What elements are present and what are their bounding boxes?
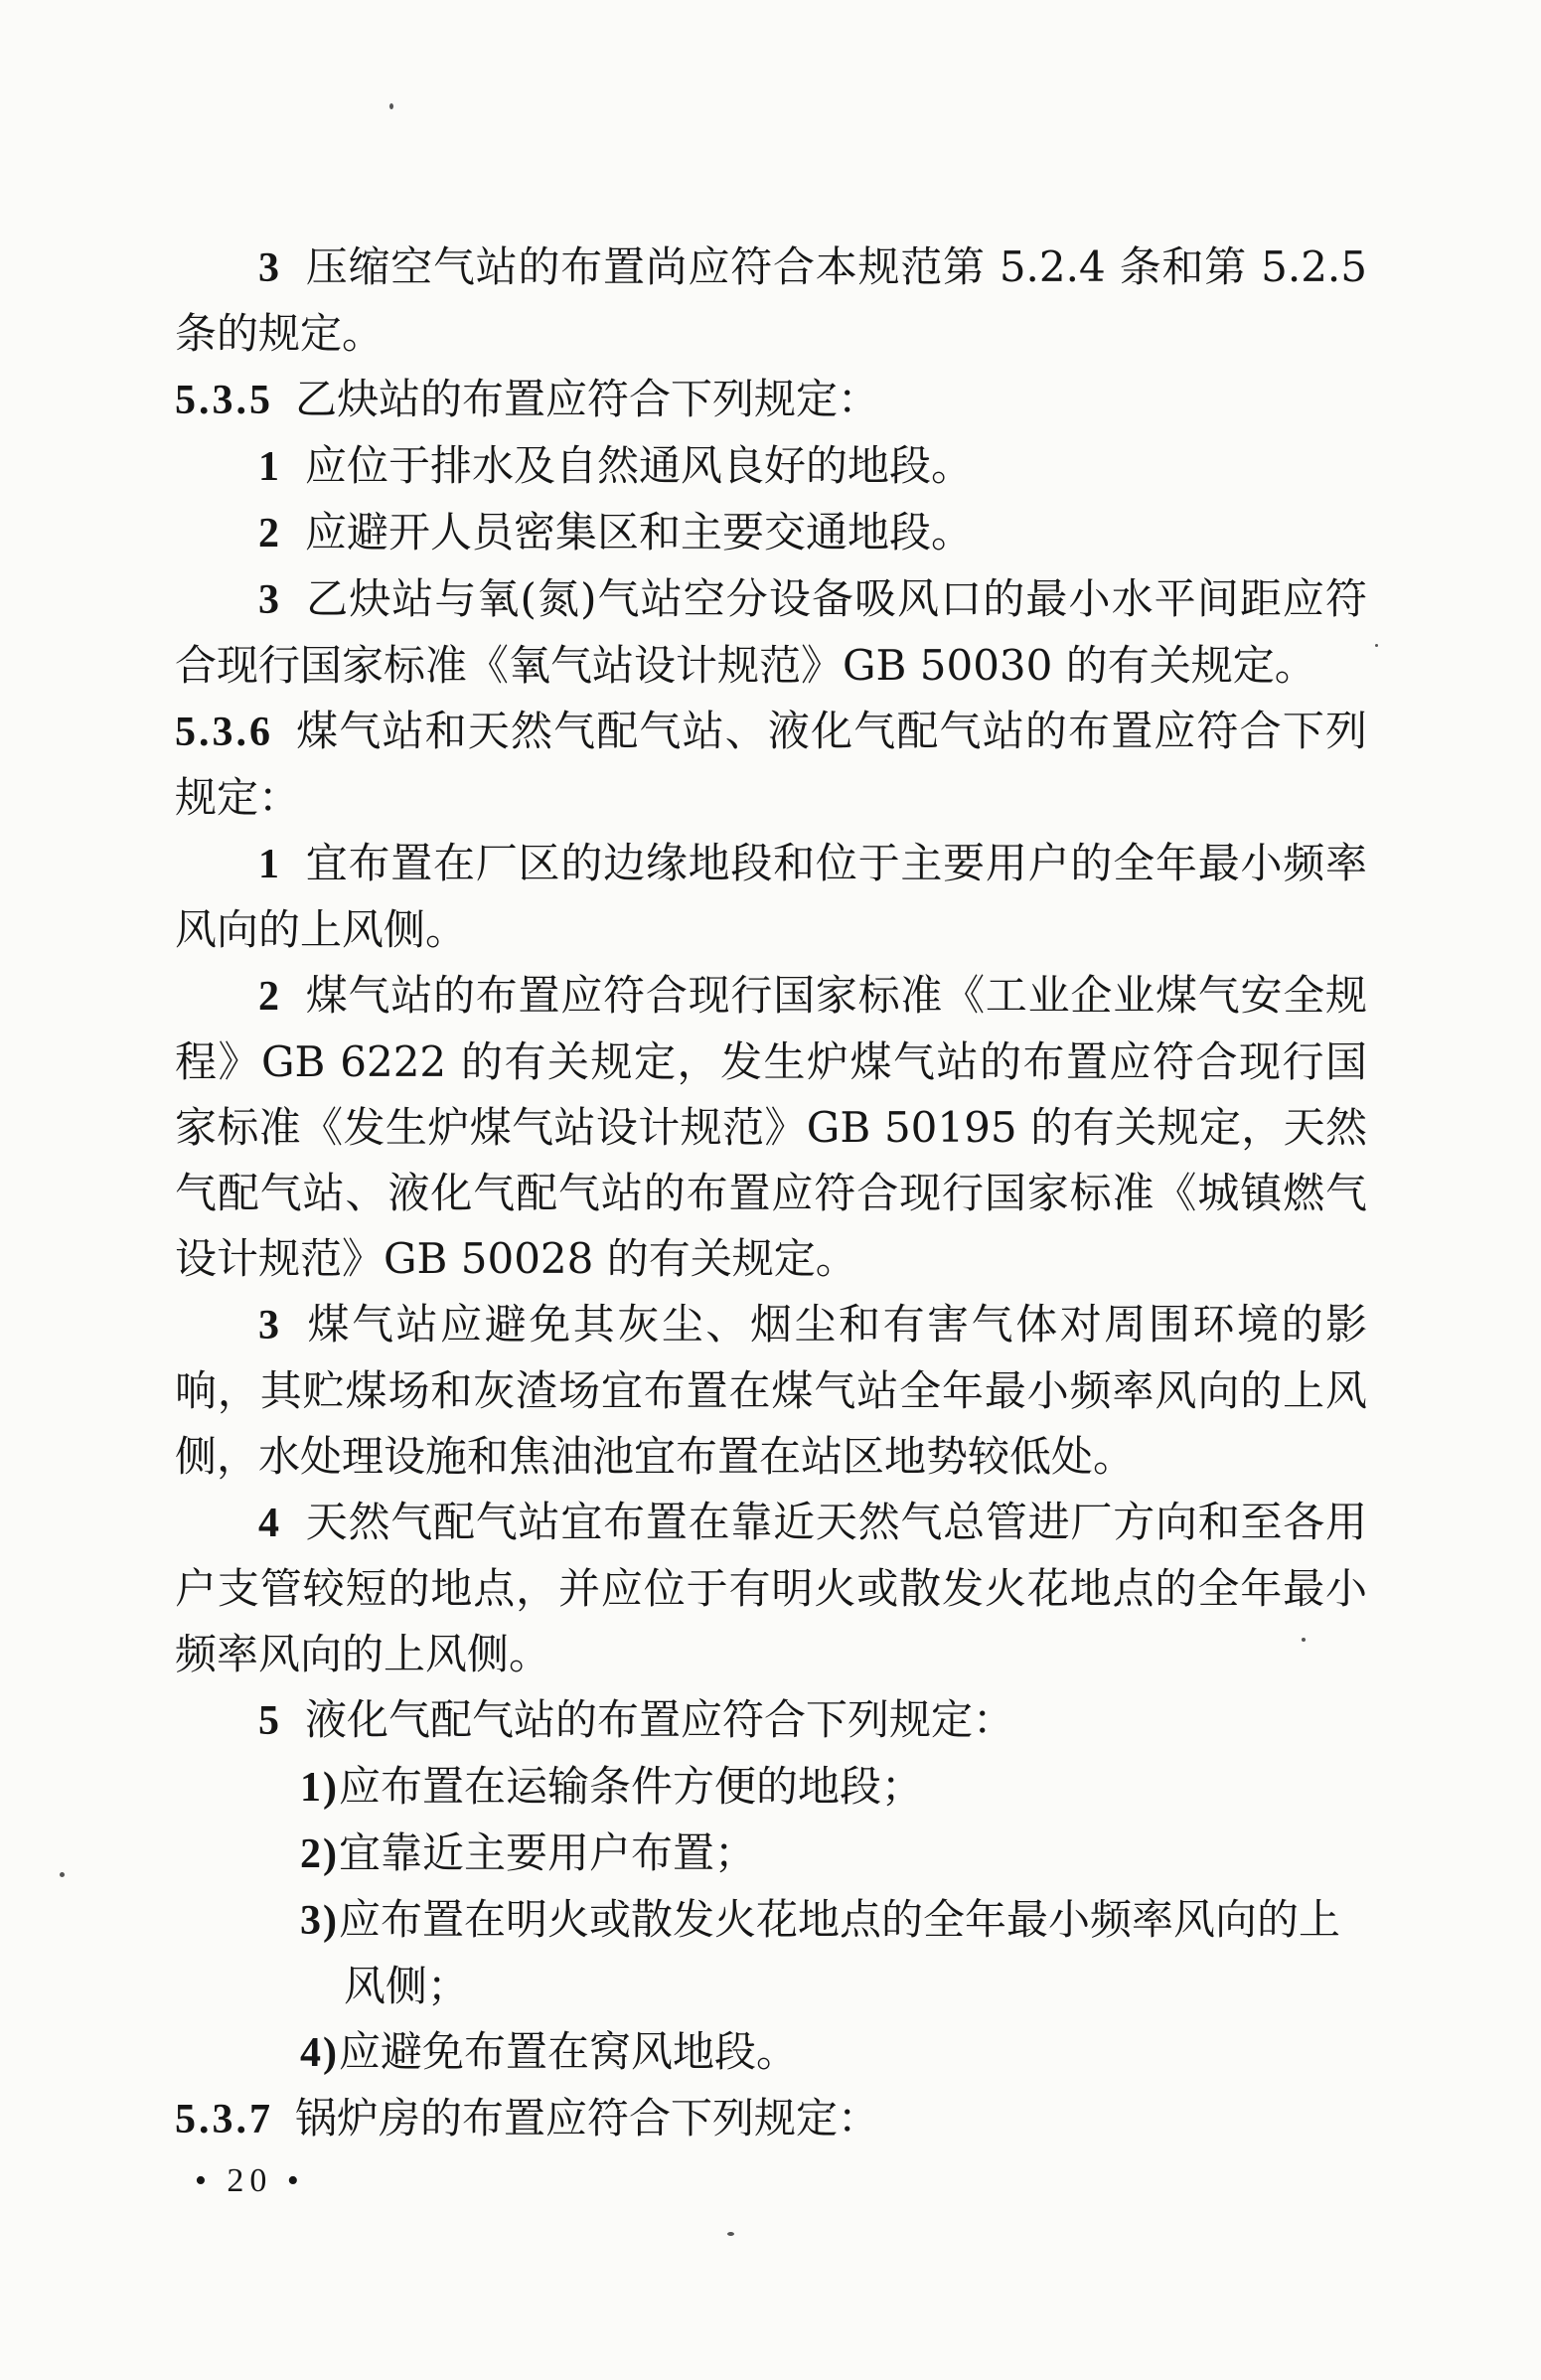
item-number: 1	[258, 842, 281, 887]
scan-speck	[60, 1872, 65, 1877]
sub-item-number: 4)	[300, 2030, 339, 2076]
paragraph-item-3-compressed-air	[175, 235, 1367, 367]
paragraph-text: 煤气站的布置应符合现行国家标准《工业企业煤气安全规程》GB 6222 的有关规定，发生炉煤气站的布置应符合现行国家标准《发生炉煤气站设计规范》GB 50195 的有关规定，天然气配气站、液化气配气站的布置应符合现行国家标准《城镇燃气设计规范》GB 50028 的有关规定。	[175, 971, 1367, 1283]
paragraph-item-4-natural-gas	[175, 1490, 1367, 1687]
item-number: 2	[258, 974, 281, 1020]
item-number: 3	[258, 1303, 281, 1349]
paragraph-item-2-avoid-crowds	[175, 500, 1367, 566]
paragraph-text: 乙炔站与氧(氮)气站空分设备吸风口的最小水平间距应符合现行国家标准《氧气站设计规范》GB 50030 的有关规定。	[175, 574, 1367, 690]
sub-item-text: 应布置在明火或散发火花地点的全年最小频率风向的上	[339, 1895, 1341, 1944]
scan-speck	[1302, 1638, 1306, 1642]
sub-item-number: 1)	[300, 1765, 339, 1811]
section-number: 5.3.6	[175, 710, 273, 755]
sub-item-continuation: 风侧；	[344, 1962, 470, 2010]
section-text: 锅炉房的布置应符合下列规定：	[295, 2094, 880, 2142]
scan-speck	[389, 103, 393, 109]
sub-item-number: 3)	[300, 1898, 339, 1944]
sub-item-4	[175, 2019, 1367, 2086]
paragraph-text: 煤气站应避免其灰尘、烟尘和有害气体对周围环境的影响，其贮煤场和灰渣场宜布置在煤气站全年最小频率风向的上风侧，水处理设施和焦油池宜布置在站区地势较低处。	[175, 1300, 1367, 1481]
sub-item-text: 应避免布置在窝风地段。	[339, 2027, 799, 2076]
paragraph-item-2-gas-station	[175, 963, 1367, 1292]
paragraph-text: 应位于排水及自然通风良好的地段。	[305, 441, 974, 490]
paragraph-text: 宜布置在厂区的边缘地段和位于主要用户的全年最小频率风向的上风侧。	[175, 839, 1367, 954]
sub-item-number: 2)	[300, 1831, 339, 1877]
sub-item-1	[175, 1754, 1367, 1821]
item-number: 4	[258, 1501, 281, 1546]
section-number: 5.3.5	[175, 378, 273, 423]
item-number: 3	[258, 577, 281, 623]
sub-item-3	[175, 1887, 1367, 2019]
paragraph-item-1-drainage	[175, 433, 1367, 500]
body-text	[175, 235, 1367, 2152]
sub-item-2	[175, 1821, 1367, 1887]
section-number: 5.3.7	[175, 2097, 273, 2142]
paragraph-text: 应避开人员密集区和主要交通地段。	[305, 508, 974, 556]
scan-speck	[727, 2232, 734, 2236]
section-text: 乙炔站的布置应符合下列规定：	[295, 375, 880, 423]
item-number: 2	[258, 511, 281, 556]
paragraph-text: 压缩空气站的布置尚应符合本规范第 5.2.4 条和第 5.2.5 条的规定。	[175, 242, 1367, 358]
section-heading-5-3-5	[175, 367, 1367, 433]
paragraph-item-5-lpg	[175, 1687, 1367, 1754]
sub-item-text: 宜靠近主要用户布置；	[339, 1828, 757, 1877]
paragraph-item-1-edge	[175, 831, 1367, 963]
section-heading-5-3-7	[175, 2086, 1367, 2152]
paragraph-text: 液化气配气站的布置应符合下列规定：	[305, 1695, 1015, 1744]
item-number: 5	[258, 1698, 281, 1744]
sub-item-text: 应布置在运输条件方便的地段；	[339, 1762, 924, 1811]
paragraph-item-3-dust	[175, 1292, 1367, 1490]
item-number: 3	[258, 245, 281, 291]
section-text: 煤气站和天然气配气站、液化气配气站的布置应符合下列规定：	[175, 707, 1367, 822]
page-number: • 20 •	[195, 2162, 305, 2199]
section-heading-5-3-6	[175, 699, 1367, 831]
paragraph-text: 天然气配气站宜布置在靠近天然气总管进厂方向和至各用户支管较短的地点，并应位于有明火或散发火花地点的全年最小频率风向的上风侧。	[175, 1498, 1367, 1678]
paragraph-item-3-spacing	[175, 566, 1367, 699]
scan-speck	[1375, 644, 1378, 647]
item-number: 1	[258, 444, 281, 490]
